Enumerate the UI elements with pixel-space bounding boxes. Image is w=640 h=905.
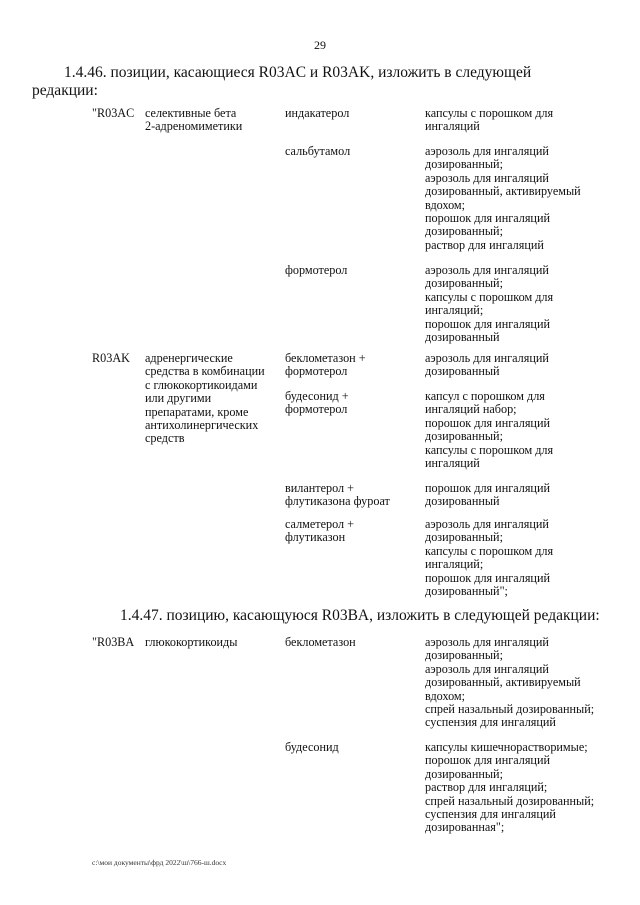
drug-name: индакатерол [285, 106, 350, 120]
drug-name: формотерол [285, 263, 348, 277]
heading-line-1: 1.4.46. позиции, касающиеся R03AC и R03AK, изложить в следующей [64, 64, 532, 81]
section-heading-1-4-46 [32, 64, 612, 100]
pharm-group: глюкокортикоиды [145, 635, 238, 649]
dosage-forms: капсулы кишечнорастворимые; порошок для ингаляций дозированный; раствор для ингаляций; спрей назальный дозированный; суспензия для ингаляций дозированная"; [425, 740, 595, 835]
drug-name: будесонид [285, 740, 339, 754]
atc-code: R03AK [92, 351, 130, 365]
dosage-forms: капсулы с порошком для ингаляций [425, 106, 554, 134]
drug-name: сальбутамол [285, 144, 351, 158]
dosage-forms: аэрозоль для ингаляций дозированный; капсулы с порошком для ингаляций; порошок для ингаляций дозированный"; [425, 517, 554, 599]
dosage-forms: порошок для ингаляций дозированный [425, 481, 550, 509]
heading-line-2: редакции: [32, 82, 98, 99]
dosage-forms: аэрозоль для ингаляций дозированный; аэрозоль для ингаляций дозированный, активируемый вдохом; порошок для ингаляций дозированный; раствор для ингаляций [425, 144, 581, 252]
drug-name: вилантерол + флутиказона фуроат [285, 481, 390, 509]
heading-line-1: 1.4.47. позицию, касающуюся R03BA, изложить в следующей редакции: [120, 607, 600, 624]
drug-name: беклометазон + формотерол [285, 351, 366, 379]
dosage-forms: аэрозоль для ингаляций дозированный; аэрозоль для ингаляций дозированный, активируемый вдохом; спрей назальный дозированный; суспензия для ингаляций [425, 635, 595, 730]
section-heading-1-4-47 [92, 607, 612, 625]
dosage-forms: капсул с порошком для ингаляций набор; порошок для ингаляций дозированный; капсулы с порошком для ингаляций [425, 389, 554, 471]
file-path-footer: c:\мои документы\фрд 2022\ш\766-ш.docx [92, 858, 227, 867]
atc-code: "R03BA [92, 635, 135, 649]
page-number: 29 [314, 38, 326, 52]
atc-code: "R03AC [92, 106, 135, 120]
pharm-group: адренергические средства в комбинации с глюкокортикоидами или другими препаратами, кроме антихолинергических средств [145, 351, 265, 446]
pharm-group: селективные бета 2-адреномиметики [145, 106, 243, 134]
dosage-forms: аэрозоль для ингаляций дозированный [425, 351, 549, 379]
drug-name: беклометазон [285, 635, 356, 649]
drug-name: салметерол + флутиказон [285, 517, 355, 545]
drug-name: будесонид + формотерол [285, 389, 349, 417]
dosage-forms: аэрозоль для ингаляций дозированный; капсулы с порошком для ингаляций; порошок для ингаляций дозированный [425, 263, 554, 345]
